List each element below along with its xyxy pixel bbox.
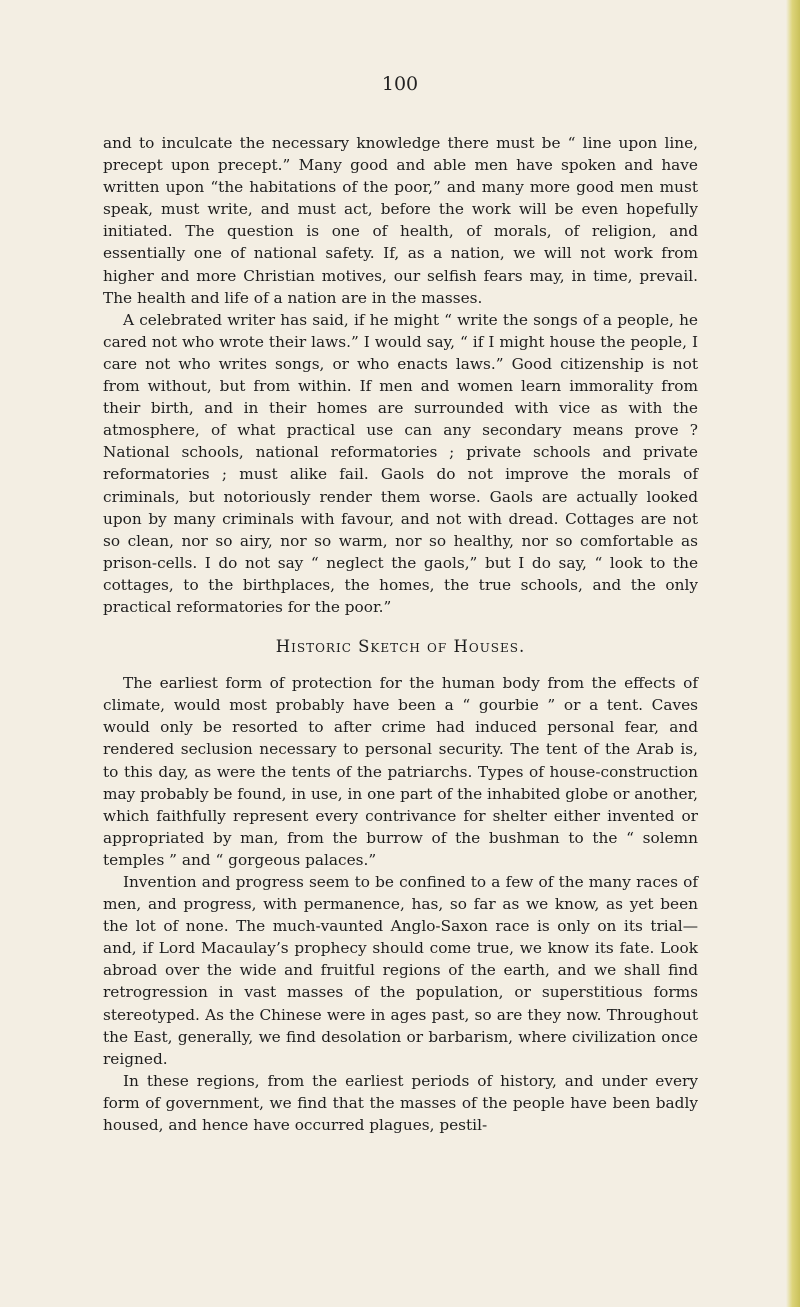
paragraph-4: Invention and progress seem to be confined to a few of the many races of men, and progress, with permanence, has, so far as we know, as yet been the lot of none. The much-vaunted Anglo-Saxon race is only on its trial—and, if Lord Macaulay’s prophecy should come true, we know its fate. Look abroad over the wide and fruitful regions of the earth, and we shall find retrogression in vast masses of the population, or superstitious forms stereotyped. As the Chinese were in ages past, so are they now. Throughout the East, generally, we find desolation or barbarism, where civilization once reigned. — [103, 873, 698, 1068]
body-text — [103, 132, 698, 1136]
section-heading: Historic Sketch of Houses. — [275, 637, 526, 657]
page-number: 100 — [381, 73, 419, 95]
paragraph-5: In these regions, from the earliest periods of history, and under every form of government, we find that the masses of the people have been badly housed, and hence have occurred plagues, pestil- — [103, 1071, 698, 1135]
page-edge — [786, 0, 800, 1307]
paragraph-2: A celebrated writer has said, if he might “ write the songs of a people, he cared not who wrote their laws.” I would say, “ if I might house the people, I care not who writes songs, or who enacts laws.” Good citizenship is not from without, but from within. If men and women learn immorality from their birth, and in their homes are surrounded with vice as with the atmosphere, of what practical use can any secondary means prove ? National schools, national reformatories ; private schools and private reformatories ; must alike fail. Gaols do not improve the morals of criminals, but notoriously render them worse. Gaols are actually looked upon by many criminals with favour, and not with dread. Cottages are not so clean, nor so airy, nor so warm, nor so healthy, nor so comfortable as prison-cells. I do not say “ neglect the gaols,” but I do say, “ look to the cottages, to the birthplaces, the homes, the true schools, and the only practical reformatories for the poor.” — [103, 310, 698, 616]
paragraph-1: and to inculcate the necessary knowledge there must be “ line upon line, precept upon precept.” Many good and able men have spoken and have written upon “the habitations of the poor,” and many more good men must speak, must write, and must act, before the work will be even hopefully initiated. The question is one of health, of morals, of religion, and essentially one of national safety. If, as a nation, we will not work from higher and more Christian motives, our selfish fears may, in time, prevail. The health and life of a nation are in the masses. — [103, 134, 698, 307]
paragraph-3: The earliest form of protection for the human body from the effects of climate, would most probably have been a “ gourbie ” or a tent. Caves would only be resorted to after crime had induced personal fear, and rendered seclusion necessary to personal security. The tent of the Arab is, to this day, as were the tents of the patriarchs. Types of house-construction may probably be found, in use, in one part of the inhabited globe or another, which faithfully represent every contrivance for shelter either invented or appropriated by man, from the burrow of the bushman to the “ solemn temples ” and “ gorgeous palaces.” — [103, 674, 698, 869]
